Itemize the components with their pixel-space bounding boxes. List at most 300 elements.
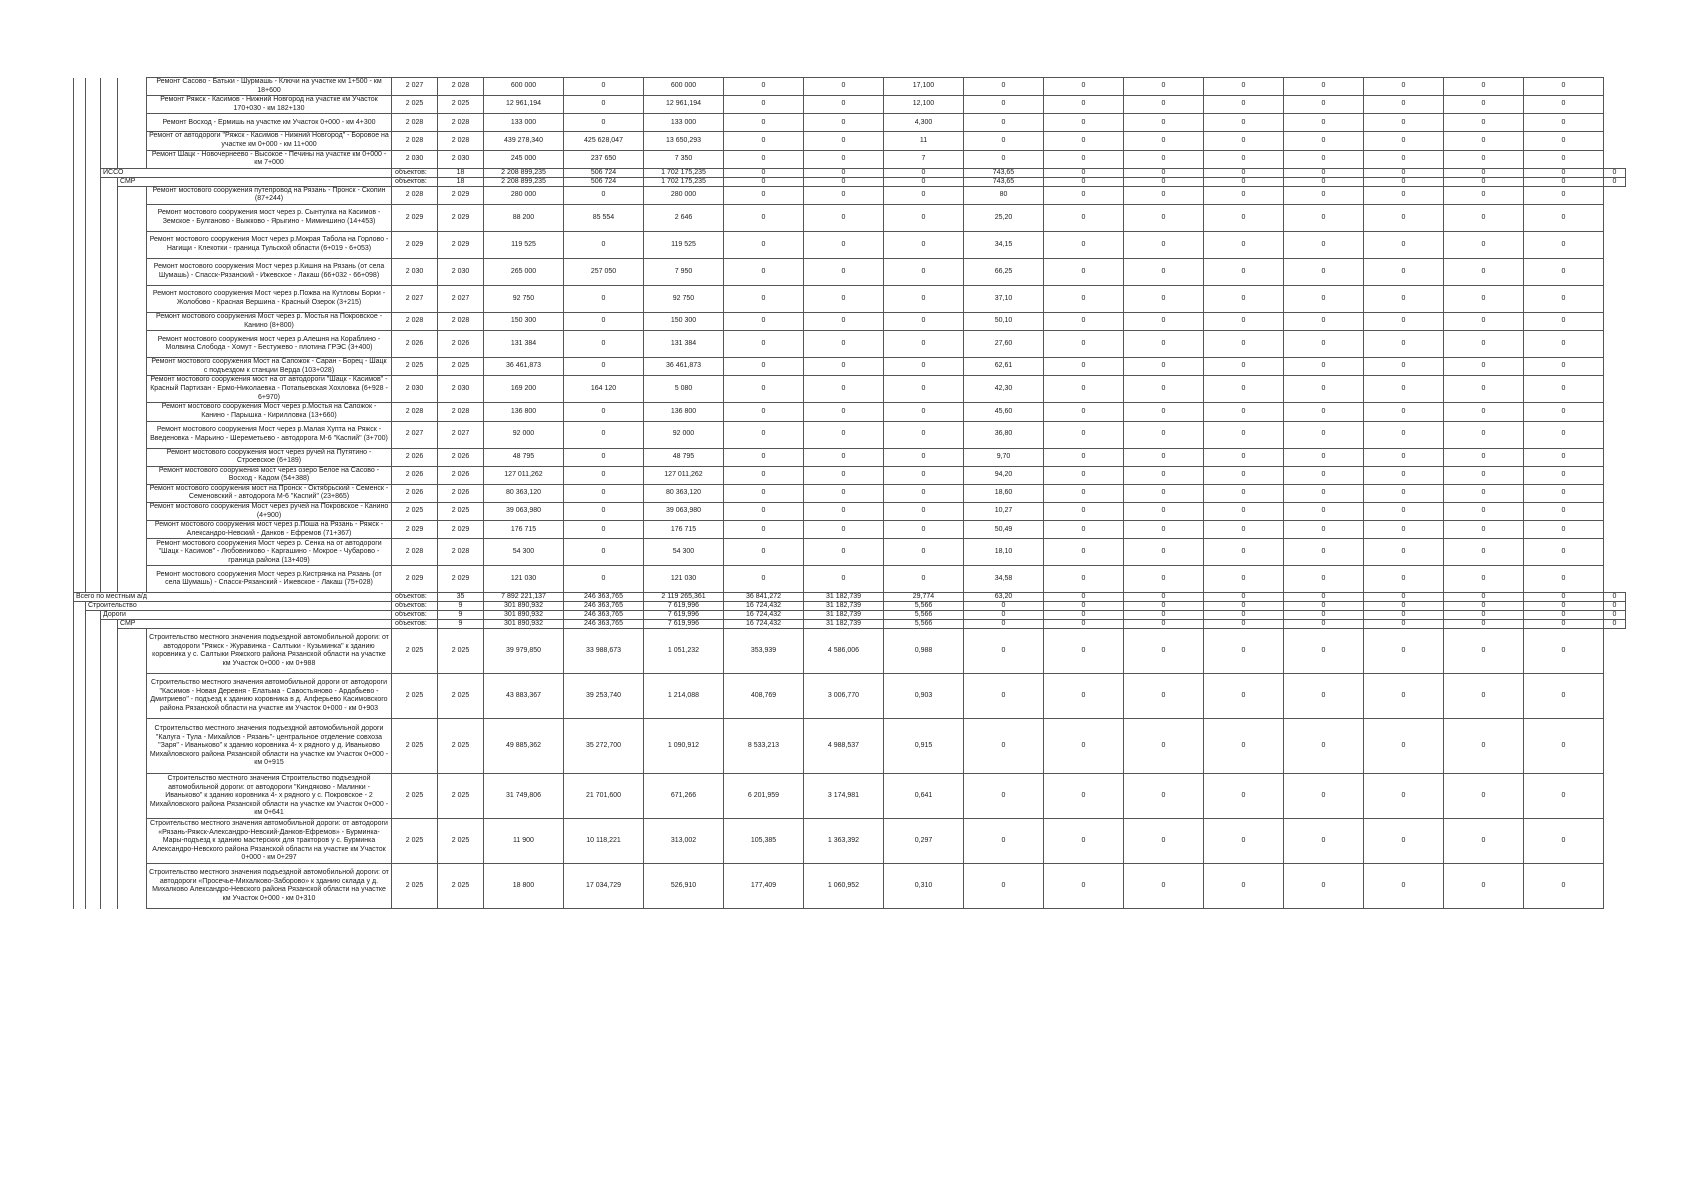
value-cell: 0 (1444, 204, 1524, 231)
value-cell: 0 (1124, 331, 1204, 358)
value-cell: 2 025 (438, 674, 484, 719)
value-cell: 133 000 (644, 114, 724, 132)
value-cell: 0 (1444, 403, 1524, 421)
value-cell: 0 (1284, 521, 1364, 539)
indent-cell (101, 331, 118, 358)
value-cell: 0 (1364, 96, 1444, 114)
value-cell: 0 (1364, 503, 1444, 521)
value-cell: 50,10 (964, 312, 1044, 330)
value-cell: 0 (564, 312, 644, 330)
table-row (74, 150, 1626, 168)
value-cell: 0 (884, 466, 964, 484)
value-cell: 0 (1444, 132, 1524, 150)
value-cell: 13 650,293 (644, 132, 724, 150)
object-name: Ремонт мостового сооружения Мост через ручей на Покровское - Канино (4+900) (147, 503, 392, 521)
value-cell: 0 (1444, 114, 1524, 132)
value-cell: 0 (564, 484, 644, 502)
value-cell: 0 (1284, 421, 1364, 448)
table-row (74, 566, 1626, 593)
value-cell: 0 (724, 231, 804, 258)
value-cell: 80 363,120 (644, 484, 724, 502)
value-cell: 0 (1284, 403, 1364, 421)
value-cell: 0 (1204, 150, 1284, 168)
value-cell: 671,266 (644, 774, 724, 819)
indent-cell (101, 231, 118, 258)
value-cell: 36 461,873 (644, 358, 724, 376)
indent-cell (101, 629, 118, 674)
value-cell: 0 (564, 503, 644, 521)
table-row (74, 719, 1626, 774)
value-cell: 0 (1524, 503, 1604, 521)
indent-cell (74, 150, 86, 168)
value-cell: 0 (1044, 674, 1124, 719)
value-cell: 0 (1044, 331, 1124, 358)
indent-cell (118, 403, 147, 421)
value-cell: 2 027 (438, 421, 484, 448)
table-row (74, 312, 1626, 330)
value-cell: 0 (1444, 539, 1524, 566)
value-cell: 0 (1444, 312, 1524, 330)
value-cell: 169 200 (484, 376, 564, 403)
value-cell: 0 (564, 96, 644, 114)
value-cell: 0 (1044, 186, 1124, 204)
value-cell: 0 (1524, 96, 1604, 114)
indent-cell (74, 448, 86, 466)
value-cell: 0 (804, 231, 884, 258)
value-cell: 0 (1124, 403, 1204, 421)
value-cell: 0 (1524, 114, 1604, 132)
indent-cell (86, 78, 101, 96)
value-cell: 0 (1524, 186, 1604, 204)
sum-cell: 0 (1604, 620, 1626, 629)
value-cell: 121 030 (484, 566, 564, 593)
indent-cell (86, 204, 101, 231)
value-cell: 0 (1204, 539, 1284, 566)
value-cell: 80 (964, 186, 1044, 204)
value-cell: 21 701,600 (564, 774, 644, 819)
sum-cell: 0 (1524, 602, 1604, 611)
value-cell: 0 (1444, 629, 1524, 674)
value-cell: 0 (1524, 448, 1604, 466)
indent-cell (74, 331, 86, 358)
indent-cell (118, 331, 147, 358)
value-cell: 0 (1364, 258, 1444, 285)
value-cell: 0 (1284, 186, 1364, 204)
table-row (74, 503, 1626, 521)
group-label: СМР (118, 620, 392, 629)
sum-cell: 246 363,765 (564, 602, 644, 611)
sum-cell: 0 (1044, 168, 1124, 177)
value-cell: 2 026 (438, 484, 484, 502)
object-name: Ремонт мостового сооружения Мост через р.Мостья на Сапожок - Канино - Парышка - Кирилловка (13+660) (147, 403, 392, 421)
value-cell: 3 006,770 (804, 674, 884, 719)
object-name: Ремонт мостового сооружения мост через р.Алешня на Кораблино - Молвина Слобода - Хомут - Бестужево - плотина ГРЭС (3+400) (147, 331, 392, 358)
value-cell: 0 (804, 403, 884, 421)
value-cell: 2 026 (438, 466, 484, 484)
value-cell: 0 (1124, 539, 1204, 566)
indent-cell (74, 403, 86, 421)
object-name: Строительство местного значения автомобильной дороги: от автодороги «Рязань-Ряжск-Александро-Невский-Данков-Ефремов» - Бурминка-Мары-подъезд к зданию мастерских для тракторов у с. Бурминка Александро-Невского района Рязанской области на участке км Участок 0+000 - км 0+297 (147, 819, 392, 864)
table-row (74, 521, 1626, 539)
value-cell: 0 (1044, 132, 1124, 150)
value-cell: 0 (1044, 231, 1124, 258)
value-cell: 0 (564, 421, 644, 448)
value-cell: 94,20 (964, 466, 1044, 484)
sum-cell: 301 890,932 (484, 620, 564, 629)
value-cell: 0 (1284, 376, 1364, 403)
indent-cell (86, 150, 101, 168)
value-cell: 0 (564, 566, 644, 593)
indent-cell (101, 132, 118, 150)
value-cell: 0 (804, 358, 884, 376)
value-cell: 0 (964, 150, 1044, 168)
sum-cell: 0 (1124, 620, 1204, 629)
value-cell: 2 029 (438, 186, 484, 204)
indent-cell (74, 566, 86, 593)
indent-cell (101, 421, 118, 448)
indent-cell (101, 177, 118, 186)
value-cell: 0 (884, 539, 964, 566)
indent-cell (101, 539, 118, 566)
value-cell: 280 000 (484, 186, 564, 204)
indent-cell (118, 376, 147, 403)
value-cell: 0 (1044, 629, 1124, 674)
sum-cell: 0 (964, 620, 1044, 629)
sum-cell: 2 208 899,235 (484, 168, 564, 177)
value-cell: 0 (1204, 376, 1284, 403)
value-cell: 0 (1524, 566, 1604, 593)
value-cell: 0 (1124, 566, 1204, 593)
object-name: Ремонт Сасово - Батьки - Шурмашь - Ключи на участке км 1+500 - км 18+600 (147, 78, 392, 96)
object-name: Ремонт мостового сооружения Мост через р.Малая Хупта на Ряжск - Введеновка - Марьино - Шереметьево - автодорога М-6 "Каспий" (3+700) (147, 421, 392, 448)
value-cell: 0 (1204, 566, 1284, 593)
value-cell: 2 026 (392, 484, 438, 502)
value-cell: 0 (1124, 96, 1204, 114)
value-cell: 0 (1204, 674, 1284, 719)
objects-count: 9 (438, 620, 484, 629)
value-cell: 313,002 (644, 819, 724, 864)
value-cell: 0 (1524, 719, 1604, 774)
value-cell: 0 (1364, 566, 1444, 593)
value-cell: 0 (1204, 466, 1284, 484)
object-name: Ремонт мостового сооружения Мост на Сапожок - Саран - Борец - Шацк с подъездом к станции Верда (103+028) (147, 358, 392, 376)
value-cell: 0 (1524, 312, 1604, 330)
sum-cell: 0 (964, 602, 1044, 611)
sum-cell: 0 (1284, 177, 1364, 186)
value-cell: 2 026 (438, 331, 484, 358)
value-cell: 0 (1364, 204, 1444, 231)
indent-cell (86, 177, 101, 186)
value-cell: 0 (1124, 312, 1204, 330)
value-cell: 0 (1364, 114, 1444, 132)
value-cell: 0 (964, 674, 1044, 719)
value-cell: 0 (1124, 285, 1204, 312)
indent-cell (101, 819, 118, 864)
value-cell: 1 051,232 (644, 629, 724, 674)
value-cell: 0 (1044, 466, 1124, 484)
value-cell: 0 (804, 258, 884, 285)
indent-cell (118, 719, 147, 774)
value-cell: 0 (884, 331, 964, 358)
indent-cell (118, 674, 147, 719)
indent-cell (101, 78, 118, 96)
table-row (74, 258, 1626, 285)
value-cell: 0 (1204, 421, 1284, 448)
indent-cell (101, 96, 118, 114)
value-cell: 0 (1524, 204, 1604, 231)
value-cell: 49 885,362 (484, 719, 564, 774)
value-cell: 18,60 (964, 484, 1044, 502)
value-cell: 0 (1444, 521, 1524, 539)
value-cell: 48 795 (644, 448, 724, 466)
value-cell: 0 (724, 448, 804, 466)
value-cell: 0 (1364, 231, 1444, 258)
value-cell: 0 (1204, 231, 1284, 258)
value-cell: 12,100 (884, 96, 964, 114)
indent-cell (74, 312, 86, 330)
indent-cell (118, 819, 147, 864)
value-cell: 0 (1364, 358, 1444, 376)
value-cell: 0 (1124, 358, 1204, 376)
value-cell: 0 (564, 186, 644, 204)
value-cell: 7 350 (644, 150, 724, 168)
sum-cell: 0 (964, 611, 1044, 620)
value-cell: 0 (564, 466, 644, 484)
value-cell: 2 025 (438, 719, 484, 774)
value-cell: 11 (884, 132, 964, 150)
indent-cell (74, 285, 86, 312)
value-cell: 34,15 (964, 231, 1044, 258)
sum-cell: 0 (1044, 593, 1124, 602)
indent-cell (101, 521, 118, 539)
value-cell: 176 715 (484, 521, 564, 539)
indent-cell (74, 503, 86, 521)
group-summary-row (74, 593, 1626, 602)
sum-cell: 0 (724, 177, 804, 186)
indent-cell (74, 114, 86, 132)
value-cell: 0 (1044, 358, 1124, 376)
value-cell: 0 (1284, 566, 1364, 593)
indent-cell (101, 448, 118, 466)
value-cell: 0 (1044, 285, 1124, 312)
object-name: Ремонт мостового сооружения мост через р.Поша на Рязань - Ряжск - Александро-Невский - Данков - Ефремов (71+367) (147, 521, 392, 539)
indent-cell (101, 358, 118, 376)
indent-cell (118, 521, 147, 539)
object-name: Ремонт мостового сооружения мост через ручей на Путятино - Строевское (6+189) (147, 448, 392, 466)
value-cell: 10 118,221 (564, 819, 644, 864)
table-row (74, 231, 1626, 258)
value-cell: 17,100 (884, 78, 964, 96)
value-cell: 3 174,981 (804, 774, 884, 819)
value-cell: 0 (724, 114, 804, 132)
value-cell: 2 028 (438, 539, 484, 566)
sum-cell: 0 (1124, 168, 1204, 177)
value-cell: 0 (564, 114, 644, 132)
sum-cell: 743,65 (964, 177, 1044, 186)
value-cell: 0 (1044, 484, 1124, 502)
value-cell: 2 030 (392, 376, 438, 403)
indent-cell (118, 231, 147, 258)
sum-cell: 2 119 265,361 (644, 593, 724, 602)
value-cell: 80 363,120 (484, 484, 564, 502)
value-cell: 0 (1124, 521, 1204, 539)
object-name: Ремонт мостового сооружения путепровод на Рязань - Пронск - Скопин (87+244) (147, 186, 392, 204)
value-cell: 177,409 (724, 864, 804, 909)
value-cell: 0 (1524, 864, 1604, 909)
sum-cell: 31 182,739 (804, 602, 884, 611)
value-cell: 0 (1364, 521, 1444, 539)
indent-cell (74, 421, 86, 448)
value-cell: 0 (1124, 186, 1204, 204)
indent-cell (101, 719, 118, 774)
value-cell: 0 (1204, 629, 1284, 674)
value-cell: 4,300 (884, 114, 964, 132)
value-cell: 66,25 (964, 258, 1044, 285)
group-summary-row (74, 177, 1626, 186)
object-name: Ремонт мостового сооружения Мост через р.Мокрая Табола на Горлово - Нагищи - Клекотки - граница Тульской области (6+019 - 6+053) (147, 231, 392, 258)
indent-cell (74, 132, 86, 150)
indent-cell (74, 719, 86, 774)
value-cell: 0 (1204, 78, 1284, 96)
indent-cell (118, 539, 147, 566)
value-cell: 0 (1524, 258, 1604, 285)
indent-cell (101, 864, 118, 909)
value-cell: 0 (804, 466, 884, 484)
value-cell: 0 (1284, 358, 1364, 376)
value-cell: 0 (1444, 231, 1524, 258)
indent-cell (101, 150, 118, 168)
table-row (74, 774, 1626, 819)
sum-cell: 506 724 (564, 177, 644, 186)
value-cell: 0 (1444, 96, 1524, 114)
sum-cell: 743,65 (964, 168, 1044, 177)
indent-cell (86, 114, 101, 132)
sum-cell: 0 (1444, 611, 1524, 620)
value-cell: 0 (1124, 376, 1204, 403)
value-cell: 0 (1204, 312, 1284, 330)
indent-cell (74, 358, 86, 376)
indent-cell (118, 774, 147, 819)
objects-count: 35 (438, 593, 484, 602)
value-cell: 0 (1364, 150, 1444, 168)
value-cell: 2 025 (438, 358, 484, 376)
value-cell: 0 (1444, 674, 1524, 719)
sum-cell: 0 (1124, 611, 1204, 620)
value-cell: 0 (1444, 503, 1524, 521)
value-cell: 0,915 (884, 719, 964, 774)
value-cell: 54 300 (644, 539, 724, 566)
value-cell: 0 (1284, 78, 1364, 96)
value-cell: 0 (1444, 150, 1524, 168)
value-cell: 62,61 (964, 358, 1044, 376)
value-cell: 92 750 (484, 285, 564, 312)
value-cell: 0 (1524, 421, 1604, 448)
sum-cell: 0 (1524, 168, 1604, 177)
table-row (74, 132, 1626, 150)
value-cell: 0 (1044, 864, 1124, 909)
table-row (74, 674, 1626, 719)
value-cell: 0 (1284, 819, 1364, 864)
value-cell: 4 586,006 (804, 629, 884, 674)
sum-cell: 0 (1124, 177, 1204, 186)
value-cell: 0 (1044, 819, 1124, 864)
value-cell: 0 (1284, 114, 1364, 132)
sum-cell: 0 (804, 177, 884, 186)
value-cell: 25,20 (964, 204, 1044, 231)
value-cell: 0 (1444, 819, 1524, 864)
value-cell: 2 028 (438, 132, 484, 150)
sum-cell: 0 (1204, 177, 1284, 186)
value-cell: 0 (1204, 521, 1284, 539)
value-cell: 0 (1044, 566, 1124, 593)
indent-cell (101, 466, 118, 484)
objects-label: объектов: (392, 620, 438, 629)
value-cell: 0 (1284, 96, 1364, 114)
value-cell: 105,385 (724, 819, 804, 864)
sum-cell: 246 363,765 (564, 620, 644, 629)
value-cell: 88 200 (484, 204, 564, 231)
value-cell: 0 (564, 285, 644, 312)
value-cell: 0 (564, 358, 644, 376)
value-cell: 0 (1044, 114, 1124, 132)
value-cell: 2 027 (392, 421, 438, 448)
indent-cell (74, 466, 86, 484)
value-cell: 0 (804, 503, 884, 521)
value-cell: 0 (1524, 629, 1604, 674)
sum-cell: 0 (1364, 611, 1444, 620)
value-cell: 439 278,340 (484, 132, 564, 150)
value-cell: 0 (1444, 186, 1524, 204)
object-name: Ремонт мостового сооружения Мост через р.Кистрянка на Рязань (от села Шумашь) - Спасск-Рязанский - Ижевское - Лакаш (75+028) (147, 566, 392, 593)
sum-cell: 2 208 899,235 (484, 177, 564, 186)
value-cell: 0 (1284, 629, 1364, 674)
value-cell: 0 (1364, 132, 1444, 150)
indent-cell (86, 312, 101, 330)
value-cell: 9,70 (964, 448, 1044, 466)
value-cell: 6 201,959 (724, 774, 804, 819)
sum-cell: 0 (1524, 177, 1604, 186)
value-cell: 0 (724, 285, 804, 312)
value-cell: 2 028 (438, 312, 484, 330)
value-cell: 0 (1044, 258, 1124, 285)
indent-cell (86, 231, 101, 258)
value-cell: 0 (1444, 331, 1524, 358)
value-cell: 0 (884, 358, 964, 376)
value-cell: 0 (884, 186, 964, 204)
value-cell: 0 (1444, 376, 1524, 403)
objects-count: 18 (438, 168, 484, 177)
value-cell: 0 (1444, 864, 1524, 909)
indent-cell (101, 376, 118, 403)
value-cell: 0,988 (884, 629, 964, 674)
value-cell: 2 030 (438, 258, 484, 285)
indent-cell (86, 421, 101, 448)
value-cell: 0 (1044, 403, 1124, 421)
value-cell: 1 363,392 (804, 819, 884, 864)
value-cell: 92 000 (644, 421, 724, 448)
value-cell: 0 (724, 96, 804, 114)
value-cell: 2 025 (438, 774, 484, 819)
indent-cell (74, 484, 86, 502)
group-label: Дороги (101, 611, 392, 620)
value-cell: 0 (724, 150, 804, 168)
table-row (74, 114, 1626, 132)
value-cell: 0 (884, 503, 964, 521)
indent-cell (86, 864, 101, 909)
value-cell: 0 (1044, 503, 1124, 521)
value-cell: 0 (1204, 403, 1284, 421)
sum-cell: 0 (1364, 593, 1444, 602)
